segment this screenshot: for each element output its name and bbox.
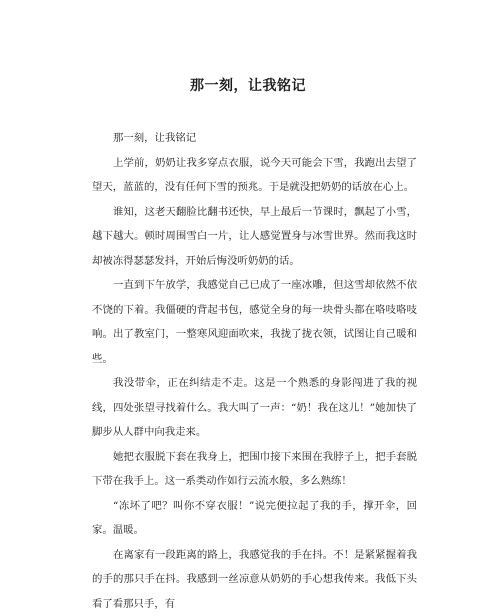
document-title: 那一刻，让我铭记 [0, 76, 496, 96]
paragraph: 谁知，这老天翻脸比翻书还快，早上最后一节课时，飘起了小雪，越下越大。顿时周围雪白一片，让人感觉置身与冰雪世界。然而我这时却被冻得瑟瑟发抖，开始后悔没听奶奶的话。 [92, 200, 417, 274]
paragraph: 我没带伞，正在纠结走不走。这是一个熟悉的身影闯进了我的视线，四处张望寻找着什么。我大叫了一声：“奶！我在这儿！”她加快了脚步从人群中向我走来。 [92, 371, 417, 445]
paragraph: “冻坏了吧？叫你不穿衣服！”说完便拉起了我的手，撑开伞，回家。温暖。 [92, 494, 417, 543]
paragraph: 她把衣服脱下套在我身上，把围巾接下来围在我脖子上，把手套脱下带在我手上。这一系类动作如行云流水般，多么熟练！ [92, 445, 417, 494]
paragraph: 一直到下午放学，我感觉自己已成了一座冰雕，但这雪却依然不依不饶的下着。我僵硬的背起书包，感觉全身的每一块骨头都在咯吱咯吱响。出了教室门，一整寒风迎面吹来，我拢了拢衣领，试图让自己暖和些。 [92, 273, 417, 371]
paragraph: 上学前，奶奶让我多穿点衣服，说今天可能会下雪，我跑出去望了望天，蓝蓝的，没有任何下雪的预兆。于是就没把奶奶的话放在心上。 [92, 151, 417, 200]
paragraph: 在离家有一段距离的路上，我感觉我的手在抖。不！是紧紧握着我的手的那只手在抖。我感到一丝凉意从奶奶的手心想我传来。我低下头看了看那只手，有 [92, 543, 417, 616]
paragraph: 那一刻，让我铭记 [92, 126, 417, 151]
document-body [92, 126, 417, 616]
